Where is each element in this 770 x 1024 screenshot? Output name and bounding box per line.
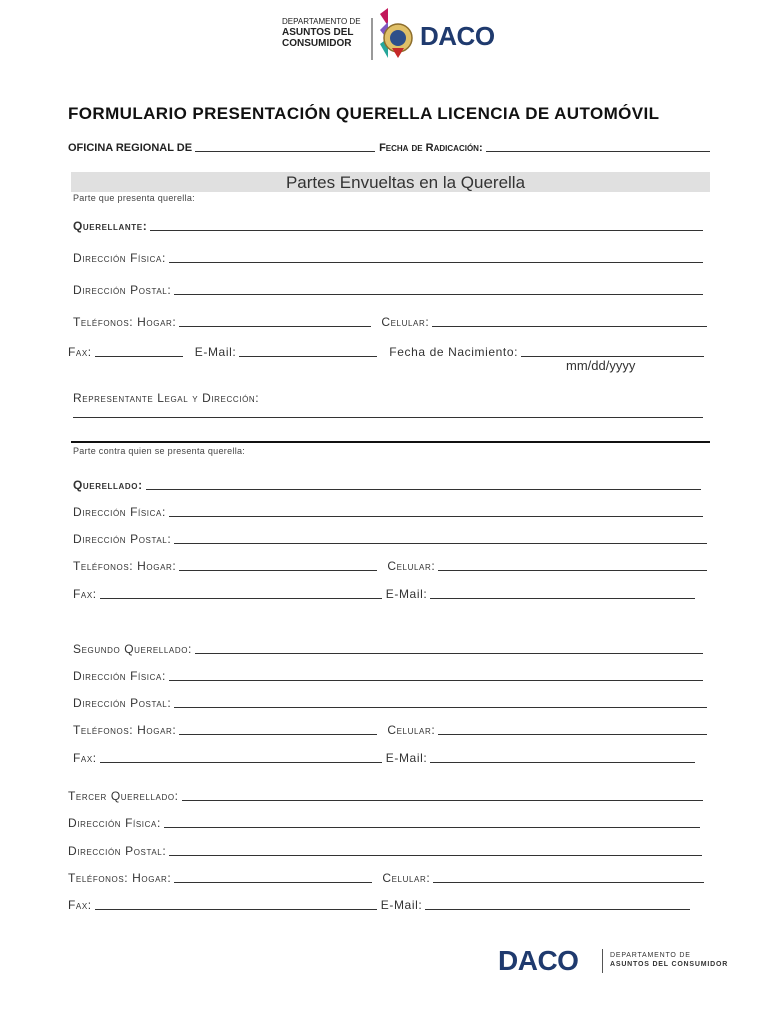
- email-label: E-Mail:: [194, 345, 237, 359]
- querellante-fax-row: [68, 343, 704, 359]
- querellado-email-field[interactable]: [430, 586, 695, 599]
- tercer-dir-postal-field[interactable]: [169, 843, 702, 856]
- segundo-email-field[interactable]: [430, 750, 695, 763]
- querellado-fax-row: [73, 585, 695, 601]
- footer-dept-line1: DEPARTAMENTO DE: [610, 952, 691, 959]
- fax-label: Fax:: [73, 751, 97, 765]
- nacimiento-label: Fecha de Nacimiento:: [389, 345, 519, 359]
- querellado-dir-fisica-row: [73, 503, 703, 519]
- email-label: E-Mail:: [385, 587, 428, 601]
- dir-fisica-label: Dirección Física:: [73, 251, 166, 265]
- segundo-telefonos-row: [73, 721, 707, 737]
- section-divider: [71, 441, 710, 443]
- seal-icon: [368, 8, 418, 66]
- segundo-field[interactable]: [195, 641, 703, 654]
- fecha-radicacion-field[interactable]: [486, 139, 710, 152]
- tercer-hogar-field[interactable]: [174, 870, 372, 883]
- header-brand: DACO: [420, 21, 495, 51]
- querellado-telefonos-row: [73, 557, 707, 573]
- querellante-fax-field[interactable]: [95, 344, 183, 357]
- section-title: Partes Envueltas en la Querella: [285, 173, 526, 192]
- meta-row: [68, 138, 710, 154]
- email-label: E-Mail:: [385, 751, 428, 765]
- part1-caption: Parte que presenta querella:: [73, 193, 195, 203]
- tercer-dir-postal-row: [68, 842, 702, 858]
- footer-brand: DACO: [498, 945, 579, 976]
- querellado-dir-postal-row: [73, 530, 707, 546]
- form-title: FORMULARIO PRESENTACIÓN QUERELLA LICENCIA DE AUTOMÓVIL: [68, 104, 660, 123]
- celular-label: Celular:: [387, 723, 436, 737]
- celular-label: Celular:: [387, 559, 436, 573]
- tercer-email-field[interactable]: [425, 897, 690, 910]
- segundo-fax-field[interactable]: [100, 750, 382, 763]
- telefonos-label: Teléfonos: Hogar:: [73, 723, 177, 737]
- dir-postal-label: Dirección Postal:: [73, 696, 172, 710]
- header-dept-line2: ASUNTOS DEL: [282, 27, 354, 38]
- querellante-telefonos-row: [73, 313, 707, 329]
- oficina-field[interactable]: [195, 139, 375, 152]
- dir-postal-label: Dirección Postal:: [73, 283, 172, 297]
- email-label: E-Mail:: [380, 898, 423, 912]
- querellado-celular-field[interactable]: [438, 558, 707, 571]
- querellante-email-field[interactable]: [239, 344, 377, 357]
- querellante-celular-field[interactable]: [432, 314, 707, 327]
- tercer-field[interactable]: [182, 788, 703, 801]
- segundo-dir-postal-row: [73, 694, 707, 710]
- header-dept-line1: DEPARTAMENTO DE: [282, 17, 361, 26]
- querellante-dir-fisica-row: [73, 249, 703, 265]
- querellado-field[interactable]: [146, 477, 701, 490]
- oficina-label: OFICINA REGIONAL DE: [68, 142, 193, 154]
- segundo-label: Segundo Querellado:: [73, 642, 192, 656]
- segundo-row: [73, 640, 703, 656]
- footer-dept-name: [610, 951, 728, 969]
- dir-fisica-label: Dirección Física:: [68, 816, 161, 830]
- tercer-row: [68, 787, 703, 803]
- querellante-field[interactable]: [150, 218, 703, 231]
- segundo-hogar-field[interactable]: [179, 722, 377, 735]
- querellante-dir-postal-row: [73, 281, 703, 297]
- date-format-hint: mm/dd/yyyy: [566, 358, 636, 373]
- querellado-dir-postal-field[interactable]: [174, 531, 707, 544]
- querellado-dir-fisica-field[interactable]: [169, 504, 703, 517]
- fax-label: Fax:: [68, 898, 92, 912]
- dir-fisica-label: Dirección Física:: [73, 669, 166, 683]
- celular-label: Celular:: [382, 871, 431, 885]
- header-logo: [282, 8, 497, 66]
- representante-field[interactable]: [73, 405, 703, 418]
- dir-postal-label: Dirección Postal:: [73, 532, 172, 546]
- telefonos-label: Teléfonos: Hogar:: [73, 315, 177, 329]
- tercer-dir-fisica-row: [68, 814, 700, 830]
- tercer-label: Tercer Querellado:: [68, 789, 179, 803]
- section-header-bar: [71, 172, 710, 192]
- querellante-row: [73, 217, 703, 233]
- querellante-hogar-field[interactable]: [179, 314, 371, 327]
- celular-label: Celular:: [381, 315, 430, 329]
- part2-caption: Parte contra quien se presenta querella:: [73, 446, 246, 456]
- footer-dept-line2: ASUNTOS DEL CONSUMIDOR: [610, 961, 729, 968]
- fax-label: Fax:: [73, 587, 97, 601]
- querellante-label: Querellante:: [73, 219, 148, 233]
- representante-label: Representante Legal y Dirección:: [73, 391, 260, 405]
- fecha-radicacion-label: Fecha de Radicación:: [379, 142, 483, 154]
- telefonos-label: Teléfonos: Hogar:: [73, 559, 177, 573]
- querellante-dir-fisica-field[interactable]: [169, 250, 703, 263]
- tercer-fax-row: [68, 896, 690, 912]
- dir-postal-label: Dirección Postal:: [68, 844, 167, 858]
- querellado-hogar-field[interactable]: [179, 558, 377, 571]
- fax-label: Fax:: [68, 345, 92, 359]
- querellante-dir-postal-field[interactable]: [174, 282, 703, 295]
- header-dept-name: [282, 16, 361, 49]
- telefonos-label: Teléfonos: Hogar:: [68, 871, 172, 885]
- segundo-fax-row: [73, 749, 695, 765]
- footer-logo: [498, 945, 733, 977]
- header-dept-line3: CONSUMIDOR: [282, 38, 352, 49]
- segundo-celular-field[interactable]: [438, 722, 707, 735]
- footer-divider: [602, 949, 603, 973]
- querellado-fax-field[interactable]: [100, 586, 382, 599]
- querellante-nacimiento-field[interactable]: [521, 344, 704, 357]
- tercer-dir-fisica-field[interactable]: [164, 815, 700, 828]
- tercer-fax-field[interactable]: [95, 897, 377, 910]
- segundo-dir-postal-field[interactable]: [174, 695, 707, 708]
- querellado-row: [73, 476, 701, 492]
- dir-fisica-label: Dirección Física:: [73, 505, 166, 519]
- segundo-dir-fisica-field[interactable]: [169, 668, 703, 681]
- tercer-celular-field[interactable]: [433, 870, 704, 883]
- tercer-telefonos-row: [68, 869, 704, 885]
- querellado-label: Querellado:: [73, 478, 143, 492]
- segundo-dir-fisica-row: [73, 667, 703, 683]
